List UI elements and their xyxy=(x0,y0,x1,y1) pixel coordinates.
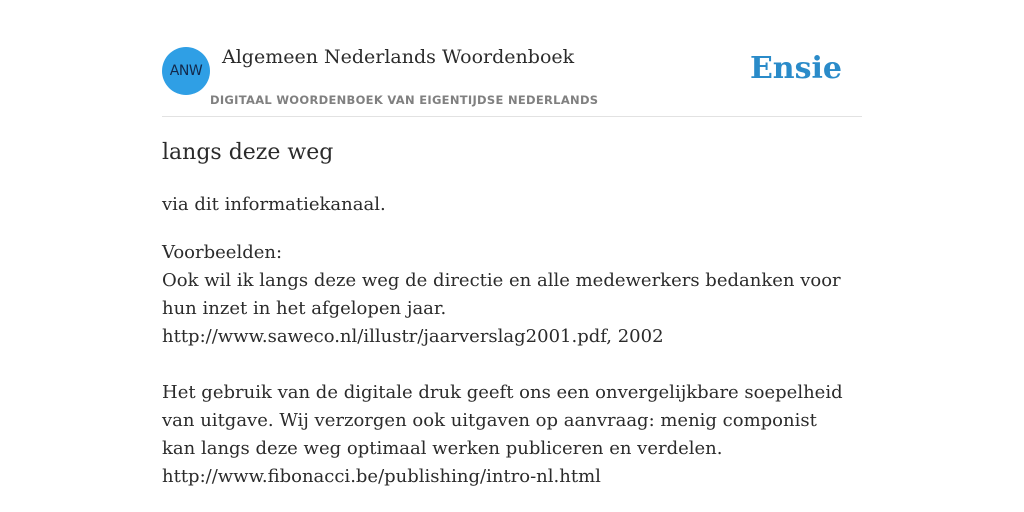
examples-label: Voorbeelden: xyxy=(162,242,283,263)
example-source: http://www.saweco.nl/illustr/jaarverslag2001.pdf, 2002 xyxy=(162,326,664,347)
site-title[interactable]: Algemeen Nederlands Woordenboek xyxy=(222,46,575,68)
entry-headword: langs deze weg xyxy=(162,140,334,165)
example-text: Het gebruik van de digitale druk geeft ons een onvergelijkbare soepelheid van uitgave. Wij verzorgen ook uitgaven op aanvraag: menig componist kan langs deze weg optimaal werken publiceren en verdelen. xyxy=(162,382,843,459)
entry-definition: via dit informatiekanaal. xyxy=(162,194,386,215)
anw-logo[interactable] xyxy=(162,47,210,95)
examples-section xyxy=(162,239,852,491)
example-spacer xyxy=(162,351,852,379)
site-header xyxy=(162,46,862,117)
example-text: Ook wil ik langs deze weg de directie en alle medewerkers bedanken voor hun inzet in het afgelopen jaar. xyxy=(162,270,841,319)
site-subtitle: DIGITAAL WOORDENBOEK VAN EIGENTIJDSE NEDERLANDS xyxy=(210,93,599,107)
ensie-brand-logo[interactable]: Ensie xyxy=(749,51,842,86)
logo-text: ANW xyxy=(169,63,203,79)
example-source: http://www.fibonacci.be/publishing/intro-nl.html xyxy=(162,466,601,487)
